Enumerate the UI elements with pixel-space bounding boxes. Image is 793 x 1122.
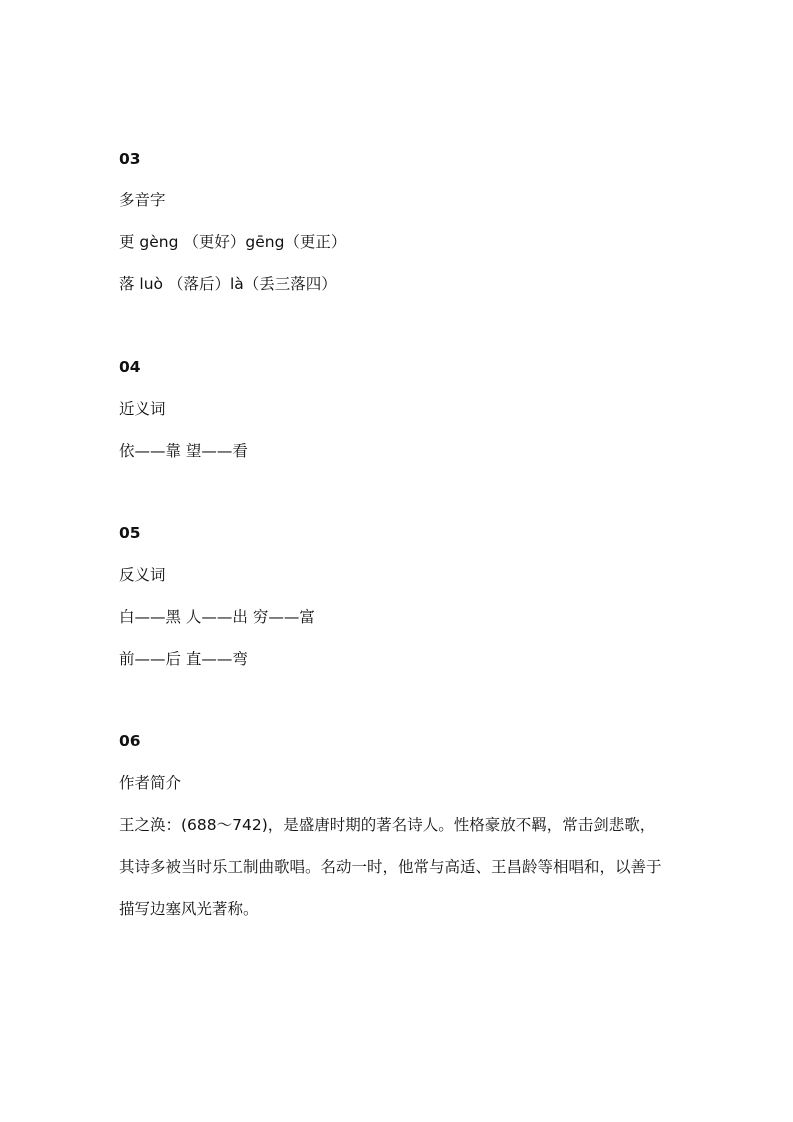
section-heading: 多音字 xyxy=(119,191,166,209)
text-line: 王之涣：(688～742)，是盛唐时期的著名诗人。性格豪放不羁，常击剑悲歌， xyxy=(119,816,656,834)
text-line: 其诗多被当时乐工制曲歌唱。名动一时，他常与高适、王昌龄等相唱和，以善于 xyxy=(119,858,662,876)
section-number: 03 xyxy=(119,150,141,168)
text-line: 落 luò （落后）là（丢三落四） xyxy=(119,275,337,293)
text-line: 更 gèng （更好）gēng（更正） xyxy=(119,233,347,251)
section-number: 05 xyxy=(119,524,141,542)
section-number: 04 xyxy=(119,358,141,376)
section-number: 06 xyxy=(119,732,141,750)
text-line: 白——黑 人——出 穷——富 xyxy=(119,608,315,626)
section-heading: 反义词 xyxy=(119,566,166,584)
text-line: 描写边塞风光著称。 xyxy=(119,900,259,918)
text-line: 前——后 直——弯 xyxy=(119,650,248,668)
section-heading: 作者简介 xyxy=(119,774,182,792)
section-heading: 近义词 xyxy=(119,400,166,418)
text-line: 依——靠 望——看 xyxy=(119,442,248,460)
